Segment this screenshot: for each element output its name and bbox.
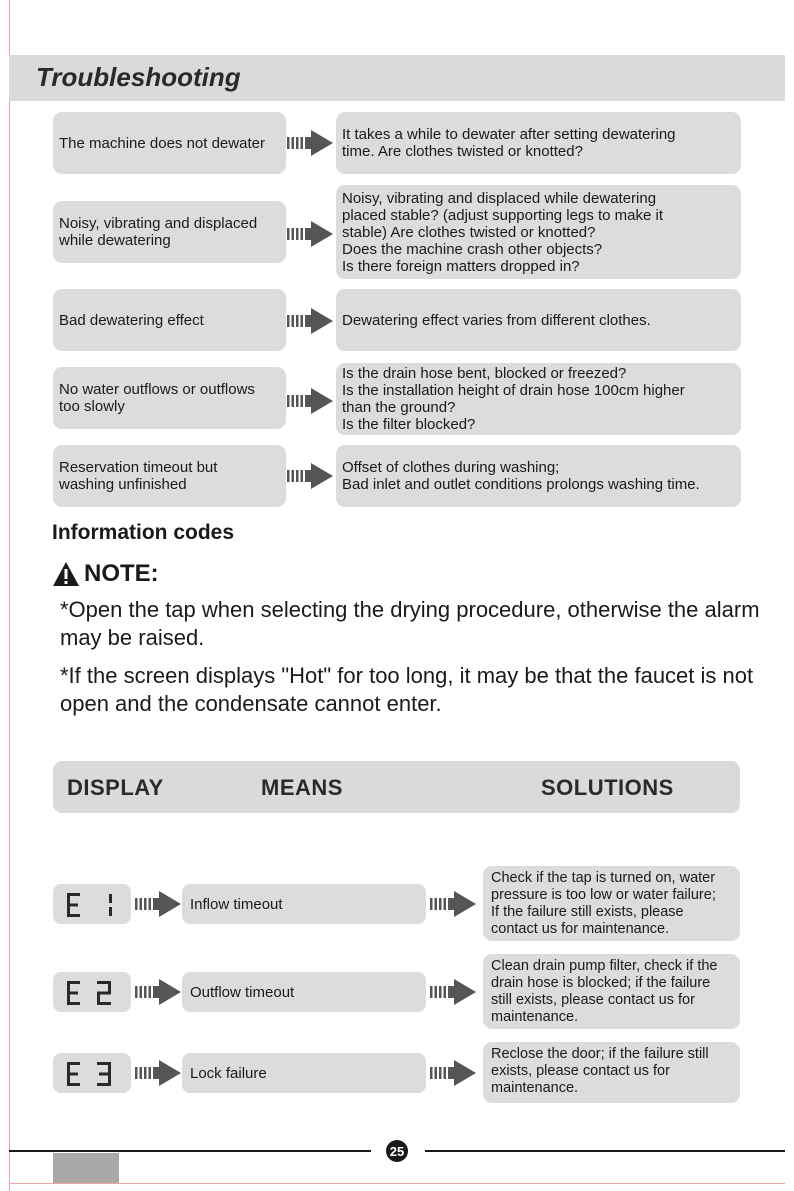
page-bottom-line [9,1183,785,1184]
solution-text: Dewatering effect varies from different clothes. [342,311,651,329]
arrow-right-icon [287,219,333,249]
solution-box: Reclose the door; if the failure still exists, please contact us for maintenance. [483,1042,740,1103]
arrow-right-icon [430,1058,476,1088]
display-code [53,972,131,1012]
warning-icon [52,561,80,587]
problem-box [53,289,286,351]
solution-box: Check if the tap is turned on, water pressure is too low or water failure; If the failure still exists, please contact us for maintenance. [483,866,740,941]
display-code-glyph [63,890,123,920]
problem-text: No water outflows or outflows too slowly [59,381,255,415]
solution-box [336,185,741,279]
footer-tab [53,1153,119,1183]
arrow-right-icon [430,977,476,1007]
arrow-right-icon [287,128,333,158]
page-number: 25 [386,1140,408,1162]
solution-text: Noisy, vibrating and displaced while dewatering placed stable? (adjust supporting legs to make it stable) Are clothes twisted or knotted? Does the machine crash other objects? Is there foreign matters dropped in? [342,189,664,275]
arrow-right-icon [287,461,333,491]
footer-rule [9,1150,371,1152]
solution-box: Clean drain pump filter, check if the drain hose is blocked; if the failure still exists, please contact us for maintenance. [483,954,740,1029]
arrow-right-icon [135,1058,181,1088]
note-paragraph: *Open the tap when selecting the drying procedure, otherwise the alarm may be raised. [60,597,760,650]
page-margin-line [9,0,10,1191]
arrow-right-icon [287,386,333,416]
problem-box [53,112,286,174]
problem-text: Reservation timeout but washing unfinished [59,459,218,493]
solution-box [336,445,741,507]
means-box: Lock failure [182,1053,426,1093]
solution-box [336,363,741,435]
solution-text: Is the drain hose bent, blocked or freezed? Is the installation height of drain hose 100cm higher than the ground? Is the filter blocked? [342,365,685,433]
display-code-glyph [63,978,123,1008]
column-header-solutions: SOLUTIONS [541,775,674,800]
problem-text: Noisy, vibrating and displaced while dewatering [59,215,258,249]
note-paragraph: *If the screen displays "Hot" for too long, it may be that the faucet is not open and the condensate cannot enter. [60,663,754,716]
problem-text: The machine does not dewater [59,134,265,152]
display-code [53,1053,131,1093]
arrow-right-icon [135,889,181,919]
display-code-glyph [63,1059,123,1089]
note-heading [52,560,159,588]
display-code [53,884,131,924]
solution-text: Offset of clothes during washing; Bad inlet and outlet conditions prolongs washing time. [342,459,700,493]
column-header-means: MEANS [261,775,343,800]
footer-rule [425,1150,785,1152]
page-title: Troubleshooting [36,62,241,92]
arrow-right-icon [287,306,333,336]
arrow-right-icon [135,977,181,1007]
column-header-display: DISPLAY [67,775,164,800]
means-box: Outflow timeout [182,972,426,1012]
problem-box [53,367,286,429]
means-box: Inflow timeout [182,884,426,924]
solution-box [336,112,741,174]
section-title: Information codes [52,521,235,544]
note-label: NOTE: [84,560,159,587]
problem-text: Bad dewatering effect [59,311,204,329]
solution-text: It takes a while to dewater after setting dewatering time. Are clothes twisted or knotted? [342,126,676,160]
problem-box [53,201,286,263]
problem-box [53,445,286,507]
solution-box [336,289,741,351]
arrow-right-icon [430,889,476,919]
